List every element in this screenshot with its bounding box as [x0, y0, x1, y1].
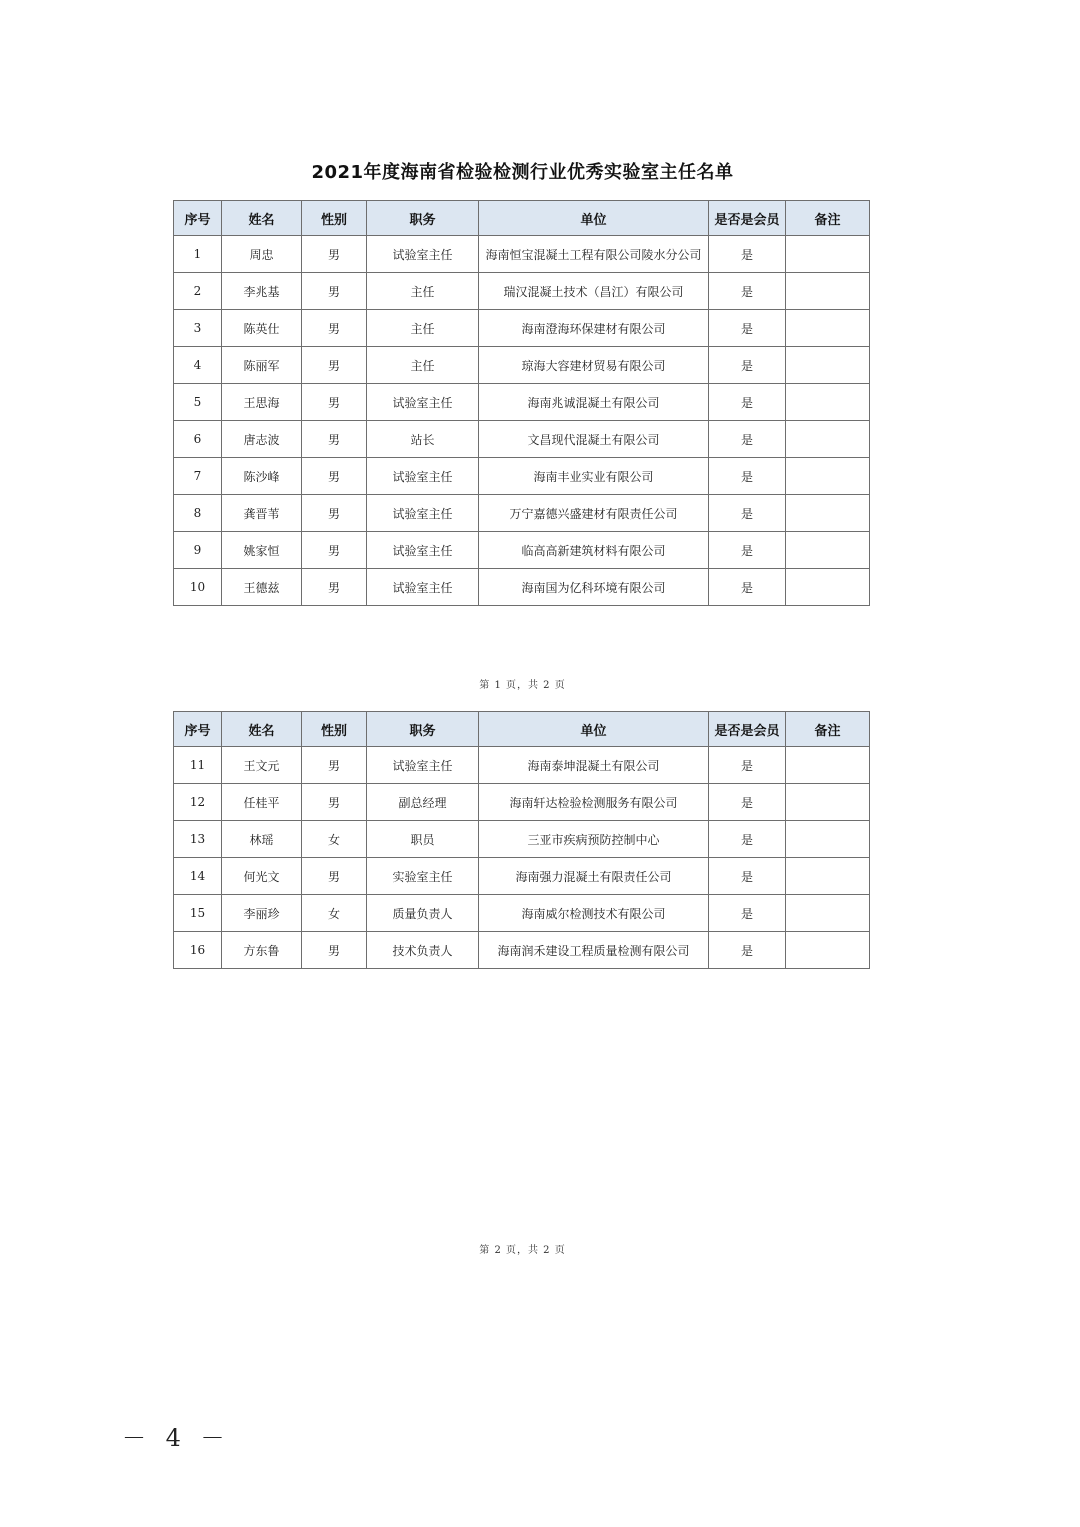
cell-name: 周忠	[222, 236, 302, 273]
table-body-page-2	[174, 747, 870, 969]
cell-organization: 瑞汉混凝土技术（昌江）有限公司	[479, 273, 709, 310]
cell-organization: 海南泰坤混凝土有限公司	[479, 747, 709, 784]
page-footer-2: 第 2 页，共 2 页	[479, 1245, 566, 1256]
cell-position: 站长	[367, 421, 479, 458]
cell-position: 试验室主任	[367, 569, 479, 606]
table-row	[174, 310, 870, 347]
cell-name: 林瑶	[222, 821, 302, 858]
header-remarks: 备注	[786, 201, 870, 236]
table-row	[174, 236, 870, 273]
cell-gender: 女	[302, 821, 367, 858]
roster-table-page-1	[173, 200, 870, 606]
header-gender: 性别	[302, 712, 367, 747]
cell-member: 是	[709, 236, 786, 273]
cell-gender: 男	[302, 458, 367, 495]
cell-organization: 临高高新建筑材料有限公司	[479, 532, 709, 569]
table-row	[174, 532, 870, 569]
cell-organization: 海南威尔检测技术有限公司	[479, 895, 709, 932]
cell-index: 12	[174, 784, 222, 821]
table-row	[174, 569, 870, 606]
cell-remarks	[786, 747, 870, 784]
cell-index: 2	[174, 273, 222, 310]
header-organization: 单位	[479, 712, 709, 747]
table-body-page-1	[174, 236, 870, 606]
cell-remarks	[786, 495, 870, 532]
cell-index: 10	[174, 569, 222, 606]
cell-index: 4	[174, 347, 222, 384]
cell-remarks	[786, 532, 870, 569]
cell-organization: 海南恒宝混凝土工程有限公司陵水分公司	[479, 236, 709, 273]
cell-name: 何光文	[222, 858, 302, 895]
cell-index: 15	[174, 895, 222, 932]
cell-name: 任桂平	[222, 784, 302, 821]
cell-gender: 男	[302, 273, 367, 310]
cell-gender: 男	[302, 784, 367, 821]
cell-index: 6	[174, 421, 222, 458]
cell-organization: 海南轩达检验检测服务有限公司	[479, 784, 709, 821]
cell-index: 7	[174, 458, 222, 495]
header-position: 职务	[367, 712, 479, 747]
cell-member: 是	[709, 784, 786, 821]
cell-remarks	[786, 458, 870, 495]
cell-member: 是	[709, 932, 786, 969]
cell-position: 技术负责人	[367, 932, 479, 969]
cell-member: 是	[709, 895, 786, 932]
header-remarks: 备注	[786, 712, 870, 747]
table-row	[174, 347, 870, 384]
cell-remarks	[786, 895, 870, 932]
cell-gender: 女	[302, 895, 367, 932]
cell-position: 主任	[367, 347, 479, 384]
cell-gender: 男	[302, 310, 367, 347]
document-title: 2021年度海南省检验检测行业优秀实验室主任名单	[311, 162, 734, 183]
cell-remarks	[786, 569, 870, 606]
cell-remarks	[786, 421, 870, 458]
table-header-row	[174, 712, 870, 747]
cell-name: 李丽珍	[222, 895, 302, 932]
cell-position: 试验室主任	[367, 532, 479, 569]
table-row	[174, 458, 870, 495]
table-row	[174, 784, 870, 821]
cell-name: 李兆基	[222, 273, 302, 310]
cell-organization: 三亚市疾病预防控制中心	[479, 821, 709, 858]
cell-member: 是	[709, 532, 786, 569]
cell-gender: 男	[302, 932, 367, 969]
cell-remarks	[786, 273, 870, 310]
cell-gender: 男	[302, 347, 367, 384]
cell-remarks	[786, 310, 870, 347]
cell-name: 唐志波	[222, 421, 302, 458]
cell-name: 王思海	[222, 384, 302, 421]
cell-organization: 海南强力混凝土有限责任公司	[479, 858, 709, 895]
cell-position: 质量负责人	[367, 895, 479, 932]
cell-name: 王德兹	[222, 569, 302, 606]
header-index: 序号	[174, 712, 222, 747]
cell-index: 3	[174, 310, 222, 347]
cell-name: 姚家恒	[222, 532, 302, 569]
header-name: 姓名	[222, 712, 302, 747]
cell-position: 职员	[367, 821, 479, 858]
cell-remarks	[786, 858, 870, 895]
cell-organization: 海南澄海环保建材有限公司	[479, 310, 709, 347]
header-gender: 性别	[302, 201, 367, 236]
cell-member: 是	[709, 569, 786, 606]
cell-gender: 男	[302, 236, 367, 273]
cell-gender: 男	[302, 747, 367, 784]
header-organization: 单位	[479, 201, 709, 236]
table-row	[174, 858, 870, 895]
cell-gender: 男	[302, 858, 367, 895]
cell-remarks	[786, 384, 870, 421]
cell-member: 是	[709, 747, 786, 784]
cell-name: 王文元	[222, 747, 302, 784]
table-row	[174, 895, 870, 932]
cell-name: 龚晋苇	[222, 495, 302, 532]
table-row	[174, 747, 870, 784]
cell-position: 试验室主任	[367, 236, 479, 273]
cell-index: 1	[174, 236, 222, 273]
header-member: 是否是会员	[709, 712, 786, 747]
cell-name: 陈英仕	[222, 310, 302, 347]
table-row	[174, 273, 870, 310]
cell-position: 副总经理	[367, 784, 479, 821]
cell-organization: 海南润禾建设工程质量检测有限公司	[479, 932, 709, 969]
cell-member: 是	[709, 273, 786, 310]
cell-gender: 男	[302, 495, 367, 532]
cell-position: 实验室主任	[367, 858, 479, 895]
cell-remarks	[786, 236, 870, 273]
table-row	[174, 421, 870, 458]
cell-position: 试验室主任	[367, 458, 479, 495]
cell-remarks	[786, 347, 870, 384]
cell-position: 主任	[367, 273, 479, 310]
header-position: 职务	[367, 201, 479, 236]
cell-organization: 海南丰业实业有限公司	[479, 458, 709, 495]
cell-index: 8	[174, 495, 222, 532]
page-number: － 4 －	[122, 1424, 231, 1452]
cell-name: 陈沙峰	[222, 458, 302, 495]
cell-index: 9	[174, 532, 222, 569]
cell-index: 16	[174, 932, 222, 969]
cell-organization: 海南国为亿科环境有限公司	[479, 569, 709, 606]
cell-name: 方东鲁	[222, 932, 302, 969]
cell-organization: 文昌现代混凝土有限公司	[479, 421, 709, 458]
cell-member: 是	[709, 858, 786, 895]
cell-index: 14	[174, 858, 222, 895]
cell-name: 陈丽军	[222, 347, 302, 384]
table-row	[174, 384, 870, 421]
cell-member: 是	[709, 421, 786, 458]
cell-position: 试验室主任	[367, 747, 479, 784]
header-name: 姓名	[222, 201, 302, 236]
cell-position: 试验室主任	[367, 495, 479, 532]
table-row	[174, 821, 870, 858]
table-row	[174, 932, 870, 969]
cell-index: 13	[174, 821, 222, 858]
cell-member: 是	[709, 310, 786, 347]
cell-remarks	[786, 821, 870, 858]
cell-gender: 男	[302, 569, 367, 606]
cell-organization: 万宁嘉德兴盛建材有限责任公司	[479, 495, 709, 532]
cell-gender: 男	[302, 532, 367, 569]
cell-member: 是	[709, 821, 786, 858]
cell-gender: 男	[302, 421, 367, 458]
cell-member: 是	[709, 495, 786, 532]
cell-index: 11	[174, 747, 222, 784]
header-member: 是否是会员	[709, 201, 786, 236]
cell-position: 试验室主任	[367, 384, 479, 421]
table-row	[174, 495, 870, 532]
table-header-row	[174, 201, 870, 236]
cell-index: 5	[174, 384, 222, 421]
cell-remarks	[786, 784, 870, 821]
cell-organization: 琼海大容建材贸易有限公司	[479, 347, 709, 384]
header-index: 序号	[174, 201, 222, 236]
page-footer-1: 第 1 页，共 2 页	[479, 680, 566, 691]
cell-member: 是	[709, 458, 786, 495]
cell-organization: 海南兆诚混凝土有限公司	[479, 384, 709, 421]
cell-remarks	[786, 932, 870, 969]
cell-member: 是	[709, 384, 786, 421]
cell-position: 主任	[367, 310, 479, 347]
roster-table-page-2	[173, 711, 870, 969]
cell-member: 是	[709, 347, 786, 384]
cell-gender: 男	[302, 384, 367, 421]
